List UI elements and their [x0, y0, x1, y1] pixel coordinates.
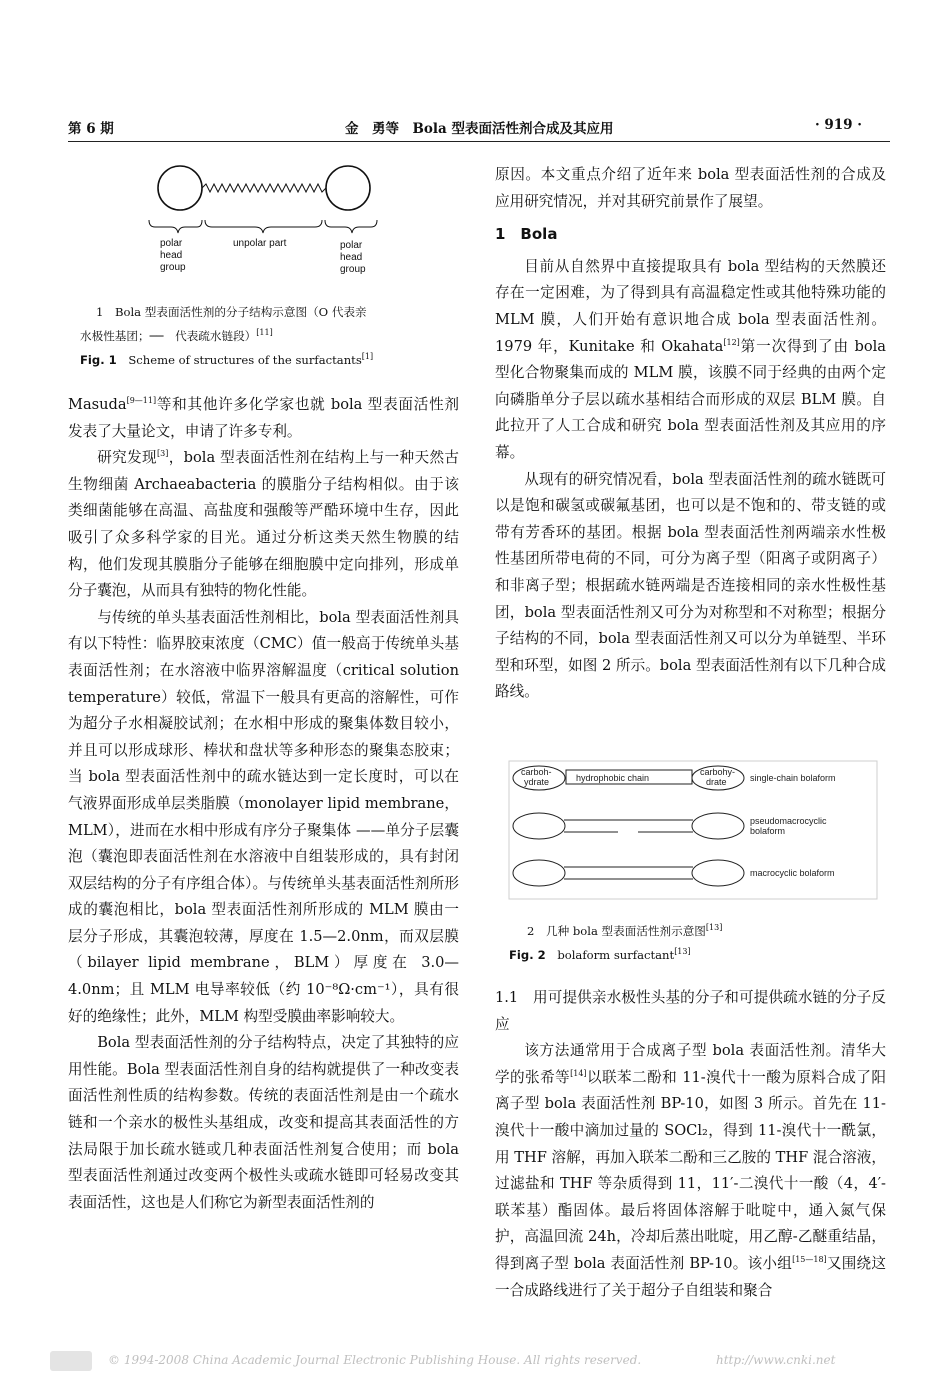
- macrocyclic-bolaform-label: macrocyclic bolaform: [750, 868, 835, 878]
- polar-head-right: [326, 166, 370, 210]
- label-polar-left: polar: [160, 238, 183, 249]
- text: Masuda: [68, 396, 127, 413]
- text: 第一次得到了由 bola 型化合物聚集而成的 MLM 膜，该膜不同于经典的由两个定向磷脂单分子层以疏水基相结合而形成的双层 BLM 膜。自此拉开了人工合成和研究 bola 型表面活性剂及其应用的序幕。: [495, 337, 886, 461]
- pseudomacrocyclic-label-1: pseudomacrocyclic: [750, 816, 827, 826]
- fig1-caption-cn-2: 水极性基团；── 代表疏水链段）: [80, 329, 257, 343]
- right-paragraph-3: [495, 1038, 886, 1304]
- text: ，bola 型表面活性剂在结构上与一种天然古生物细菌 Archaeabacteria 的膜脂分子结构相似。由于该类细菌能够在高温、高盐度和强酸等严酷环境中生存，因此吸引了众多科学家的目光。通过分析这类天然生物膜的结构，他们发现其膜脂分子能够在细胞膜中定向排列，形成单分子囊泡，从而具有独特的物化性能。: [68, 449, 459, 600]
- figure-1: [135, 162, 395, 282]
- label-unpolar-part: unpolar part: [233, 238, 287, 249]
- citation: [3]: [157, 449, 169, 459]
- figure-2: [508, 760, 878, 900]
- page-number: · 919 ·: [815, 117, 862, 133]
- right-column-top: [495, 162, 886, 706]
- macro-right-head: [692, 860, 744, 886]
- right-paragraph-1: [495, 254, 886, 467]
- fig2-label-en: Fig. 2: [509, 948, 546, 962]
- zigzag-chain: [202, 184, 326, 192]
- citation: [12]: [723, 337, 740, 347]
- carbohydrate-left-line1: carboh-: [521, 767, 552, 777]
- left-column: [68, 392, 459, 1216]
- right-paragraph-2: 从现有的研究情况看，bola 型表面活性剂的疏水链既可以是饱和碳氢或碳氟基团，也可以是不饱和的、带支链的或带有芳香环的基团。根据 bola 型表面活性剂两端亲水性极性基团所带电荷的不同，可分为离子型（阳离子或阴离子）和非离子型；根据疏水链两端是否连接相同的亲水性极性基团，bola 型表面活性剂又可分为对称型和不对称型；根据分子结构的不同，bola 型表面活性剂又可以分为单链型、半环型和环型，如图 2 所示。bola 型表面活性剂有以下几种合成路线。: [495, 470, 886, 701]
- section-1-heading: 1 Bola: [495, 225, 558, 244]
- running-title: 金 勇等 Bola 型表面活性剂合成及其应用: [345, 121, 614, 137]
- carbohydrate-right-line1: carbohy-: [700, 767, 736, 777]
- issue-label: 第 6 期: [68, 121, 114, 137]
- text: 又围绕这一合成路线进行了关于超分子自组装和聚合: [495, 1254, 886, 1299]
- figure-2-diagram: [508, 760, 878, 900]
- text: 该方法通常用于合成离子型 bola 表面活性剂。清华大学的张希等: [495, 1042, 886, 1086]
- brace-left: [149, 220, 202, 233]
- copyright-text: © 1994-2008 China Academic Journal Electronic Publishing House. All rights reserved.: [108, 1353, 642, 1367]
- left-paragraph-4: Bola 型表面活性剂的分子结构特点，决定了其独特的应用性能。Bola 型表面活性剂自身的结构就提供了一种改变表面活性剂性质的结构参数。传统的表面活性剂是由一个疏水链和一个亲水的极性头基组成，改变和提高其表面活性的方法局限于加长疏水链或几种表面活性剂复合使用；而 bola 型表面活性剂通过改变两个极性头或疏水链即可轻易改变其表面活性，这也是人们称它为新型表面活性剂的: [68, 1034, 459, 1211]
- brace-right: [325, 220, 377, 233]
- footer: [50, 1351, 900, 1373]
- label-group-right: group: [340, 264, 366, 275]
- label-polar-right: polar: [340, 240, 363, 251]
- pseudo-left-head: [513, 813, 565, 839]
- pseudomacrocyclic-label-2: bolaform: [750, 826, 786, 836]
- left-paragraph-1: [68, 392, 459, 445]
- fig1-caption-cn-ref: [11]: [256, 328, 273, 338]
- single-chain-bolaform-label: single-chain bolaform: [750, 773, 836, 783]
- left-paragraph-3: 与传统的单头基表面活性剂相比，bola 型表面活性剂具有以下特性：临界胶束浓度（CMC）值一般高于传统单头基表面活性剂；在水溶液中临界溶解温度（critical solution temperature）较低，常温下一般具有更高的溶解性，可作为超分子水相凝胶试剂；在水相中形成的聚集体数目较小，并且可以形成球形、棒状和盘状等多种形态的聚集态胶束；当 bola 型表面活性剂中的疏水链达到一定长度时，可以在气液界面形成单层类脂膜（monolayer lipid membrane，MLM），进而在水相中形成有序分子聚集体 ——单分子层囊泡（囊泡即表面活性剂在水溶液中自组装形成的，具有封闭双层结构的分子有序组合体）。与传统单头基表面活性剂所形成的囊泡相比，bola 型表面活性剂所形成的 MLM 膜由一层分子形成，其囊泡较薄，厚度在 1.5—2.0nm，而双层膜（bilayer lipid membrane，BLM）厚度在 3.0—4.0nm；且 MLM 电导率较低（约 10⁻⁸Ω·cm⁻¹），具有很好的绝缘性；此外，MLM 构型受膜曲率影响较大。: [68, 608, 459, 1025]
- cnki-logo-icon: [50, 1351, 92, 1371]
- pseudo-right-head: [692, 813, 744, 839]
- text: 以联苯二酚和 11-溴代十一酸为原料合成了阳离子型 bola 表面活性剂 BP-10，如图 3 所示。首先在 11-溴代十一酸中滴加过量的 SOCl₂，得到 11-溴代十一酰氯，用 THF 溶解，再加入联苯二酚和三乙胺的 THF 混合溶液，过滤盐和 THF 等杂质得到 11，11′-二溴代十一酸（4，4′-联苯基）酯固体。最后将固体溶解于吡啶中，通入氮气保护，高温回流 24h，冷却后蒸出吡啶，用乙醇-乙醚重结晶，得到离子型 bola 表面活性剂 BP-10。该小组: [495, 1068, 886, 1272]
- citation: [9—11]: [126, 396, 157, 406]
- cnki-url: http://www.cnki.net: [716, 1353, 836, 1367]
- citation: [15—18]: [792, 1255, 827, 1265]
- text: 目前从自然界中直接提取具有 bola 型结构的天然膜还存在一定困难，为了得到具有高温稳定性或其他特殊功能的 MLM 膜，人们开始有意识地合成 bola 型表面活性剂。1979 年，Kunitake 和 Okahata: [495, 257, 886, 355]
- fig1-caption-cn: 1 Bola 型表面活性剂的分子结构示意图（O 代表亲: [96, 305, 367, 319]
- macro-left-head: [513, 860, 565, 886]
- figure-1-caption: [80, 302, 374, 370]
- fig1-caption-en-ref: [1]: [361, 352, 374, 362]
- carbohydrate-left-line2: ydrate: [524, 777, 550, 787]
- header-rule: [68, 141, 890, 142]
- left-paragraph-2: [68, 445, 459, 605]
- hydrophobic-chain-label: hydrophobic chain: [576, 773, 650, 783]
- polar-head-left: [158, 166, 202, 210]
- figure-2-caption: [509, 921, 723, 965]
- fig2-caption-en: bolaform surfactant: [557, 948, 675, 962]
- right-paragraph-0: 原因。本文重点介绍了近年来 bola 型表面活性剂的合成及应用研究情况，并对其研究前景作了展望。: [495, 166, 886, 210]
- fig2-caption-cn: 2 几种 bola 型表面活性剂示意图: [527, 924, 706, 938]
- label-head-right: head: [340, 252, 363, 263]
- citation: [14]: [570, 1068, 587, 1078]
- fig2-caption-cn-ref: [13]: [705, 923, 723, 933]
- carbohydrate-right-line2: drate: [706, 777, 727, 787]
- fig2-caption-en-ref: [13]: [674, 947, 691, 957]
- text: 研究发现: [97, 449, 157, 467]
- right-column-bottom: [495, 985, 886, 1304]
- text: 等和其他许多化学家也就 bola 型表面活性剂发表了大量论文，申请了许多专利。: [68, 396, 459, 440]
- fig1-caption-en: Scheme of structures of the surfactants: [128, 353, 362, 367]
- figure-1-diagram: [135, 162, 395, 282]
- brace-middle: [205, 220, 322, 233]
- fig1-label-en: Fig. 1: [80, 353, 117, 367]
- section-1-1-heading: 1.1 用可提供亲水极性头基的分子和可提供疏水链的分子反应: [495, 989, 886, 1033]
- label-head-left: head: [160, 250, 183, 261]
- label-group-left: group: [160, 262, 186, 273]
